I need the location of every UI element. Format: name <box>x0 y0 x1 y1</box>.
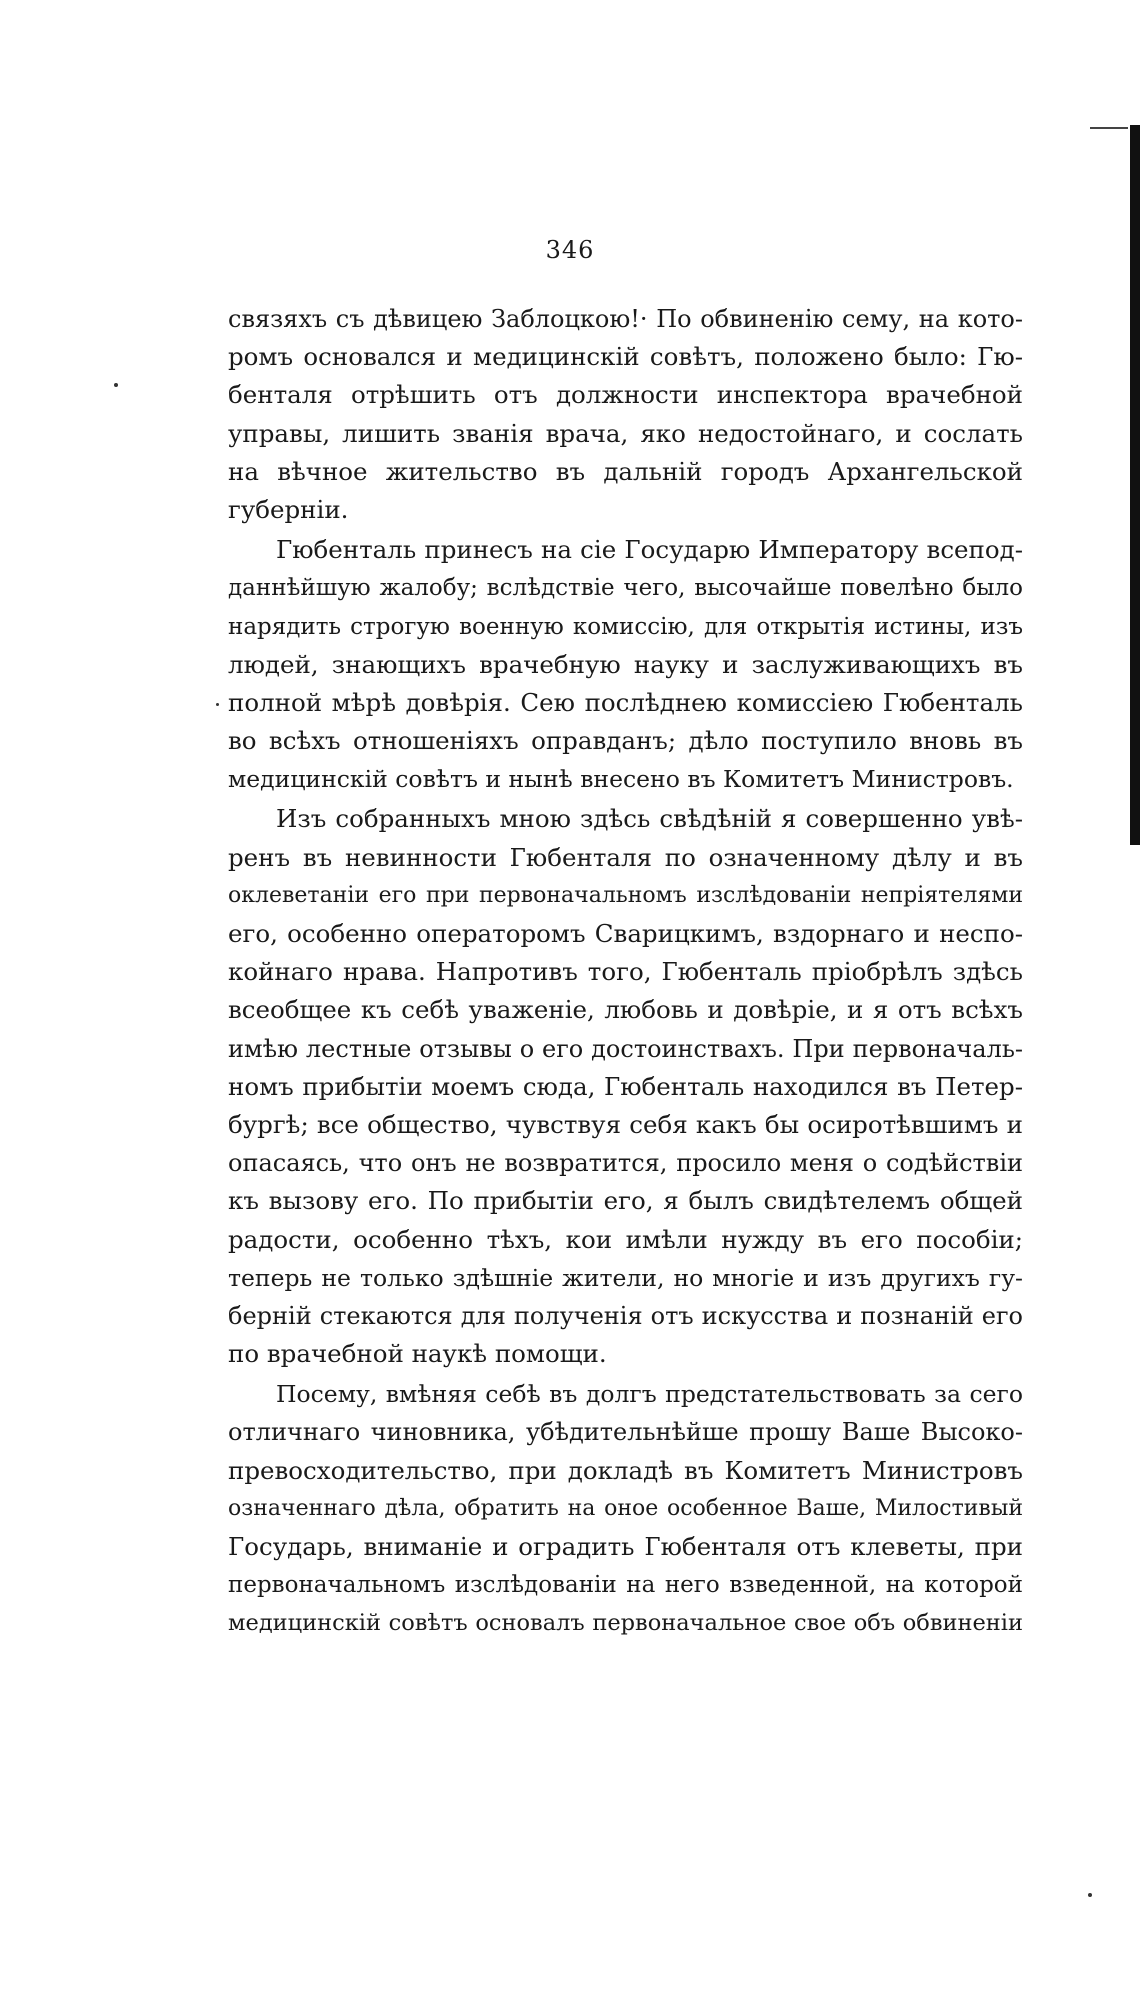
text-line: связяхъ съ дѣвицею Заблоцкою!· По обвиненію сему, на кото- <box>228 305 1023 333</box>
text-line: номъ прибытіи моемъ сюда, Гюбенталь находился въ Петер- <box>228 1071 1023 1101</box>
text-line: означеннаго дѣла, обратить на оное особенное Ваше, Милостивый <box>228 1495 1023 1521</box>
text-line: ренъ въ невинности Гюбенталя по означенному дѣлу и въ <box>228 842 1023 872</box>
text-line: даннѣйшую жалобу; вслѣдствіе чего, высочайше повелѣно было <box>228 575 1023 602</box>
body-text <box>228 300 1023 1643</box>
text-line: первоначальномъ изслѣдованіи на него взведенной, на которой <box>228 1572 1023 1599</box>
page-edge-mark <box>1090 127 1128 129</box>
text-line: полной мѣрѣ довѣрія. Сею послѣднею комиссіею Гюбенталь <box>228 687 1023 717</box>
text-line: его, особенно операторомъ Сварицкимъ, вздорнаго и неспо- <box>228 919 1023 948</box>
text-line: всеобщее къ себѣ уваженіе, любовь и довѣріе, и я отъ всѣхъ <box>228 995 1023 1025</box>
page-edge-shadow <box>1130 125 1140 845</box>
text-line: Гюбенталь принесъ на сіе Государю Императору всепод- <box>276 535 1023 565</box>
text-line: медицинскій совѣтъ основалъ первоначальное свое объ обвиненіи <box>228 1610 1023 1637</box>
text-line: имѣю лестные отзывы о его достоинствахъ. При первоначаль- <box>228 1034 1023 1063</box>
scan-speck <box>216 703 219 706</box>
text-line: радости, особенно тѣхъ, кои имѣли нужду въ его пособіи; <box>228 1224 1023 1254</box>
text-line: Изъ собранныхъ мною здѣсь свѣдѣній я совершенно увѣ- <box>276 804 1023 834</box>
paragraph <box>228 1375 1023 1642</box>
text-line: опасаясь, что онъ не возвратится, просило меня о содѣйствіи <box>228 1149 1023 1178</box>
page-number: 346 <box>545 236 595 264</box>
text-line: на вѣчное жительство въ дальній городъ Архангельской <box>228 456 1023 486</box>
paragraph <box>228 531 1023 798</box>
text-line: бургѣ; все общество, чувствуя себя какъ бы осиротѣвшимъ и <box>228 1109 1023 1139</box>
scan-speck <box>114 383 118 387</box>
scan-speck <box>1088 1893 1092 1897</box>
text-line: превосходительство, при докладѣ въ Комитетъ Министровъ <box>228 1455 1023 1485</box>
text-line: оклеветаніи его при первоначальномъ изслѣдованіи непріятелями <box>228 882 1023 908</box>
text-line: медицинскій совѣтъ и нынѣ внесено въ Комитетъ Министровъ. <box>228 765 1014 794</box>
text-line: Государь, вниманіе и оградить Гюбенталя отъ клеветы, при <box>228 1532 1023 1561</box>
paragraph <box>228 300 1023 529</box>
text-line: койнаго нрава. Напротивъ того, Гюбенталь пріобрѣлъ здѣсь <box>228 957 1023 987</box>
text-line: бенталя отрѣшить отъ должности инспектора врачебной <box>228 380 1023 410</box>
paragraph <box>228 800 1023 1373</box>
text-line: губерніи. <box>228 494 349 524</box>
text-line: Посему, вмѣняя себѣ въ долгъ предстательствовать за сего <box>276 1380 1023 1409</box>
text-line: берній стекаются для полученія отъ искусства и познаній его <box>228 1301 1023 1330</box>
text-line: нарядить строгую военную комиссію, для открытія истины, изъ <box>228 613 1023 640</box>
text-line: во всѣхъ отношеніяхъ оправданъ; дѣло поступило вновь въ <box>228 726 1023 756</box>
text-line: людей, знающихъ врачебную науку и заслуживающихъ въ <box>228 649 1023 679</box>
text-line: по врачебной наукѣ помощи. <box>228 1339 607 1369</box>
text-line: ромъ основался и медицинскій совѣтъ, положено было: Гю- <box>228 342 1023 372</box>
text-line: отличнаго чиновника, убѣдительнѣйше прошу Ваше Высоко- <box>228 1418 1023 1447</box>
text-line: къ вызову его. По прибытіи его, я былъ свидѣтелемъ общей <box>228 1186 1023 1216</box>
text-line: теперь не только здѣшніе жители, но многіе и изъ другихъ гу- <box>228 1263 1023 1292</box>
text-line: управы, лишить званія врача, яко недостойнаго, и сослать <box>228 418 1023 448</box>
